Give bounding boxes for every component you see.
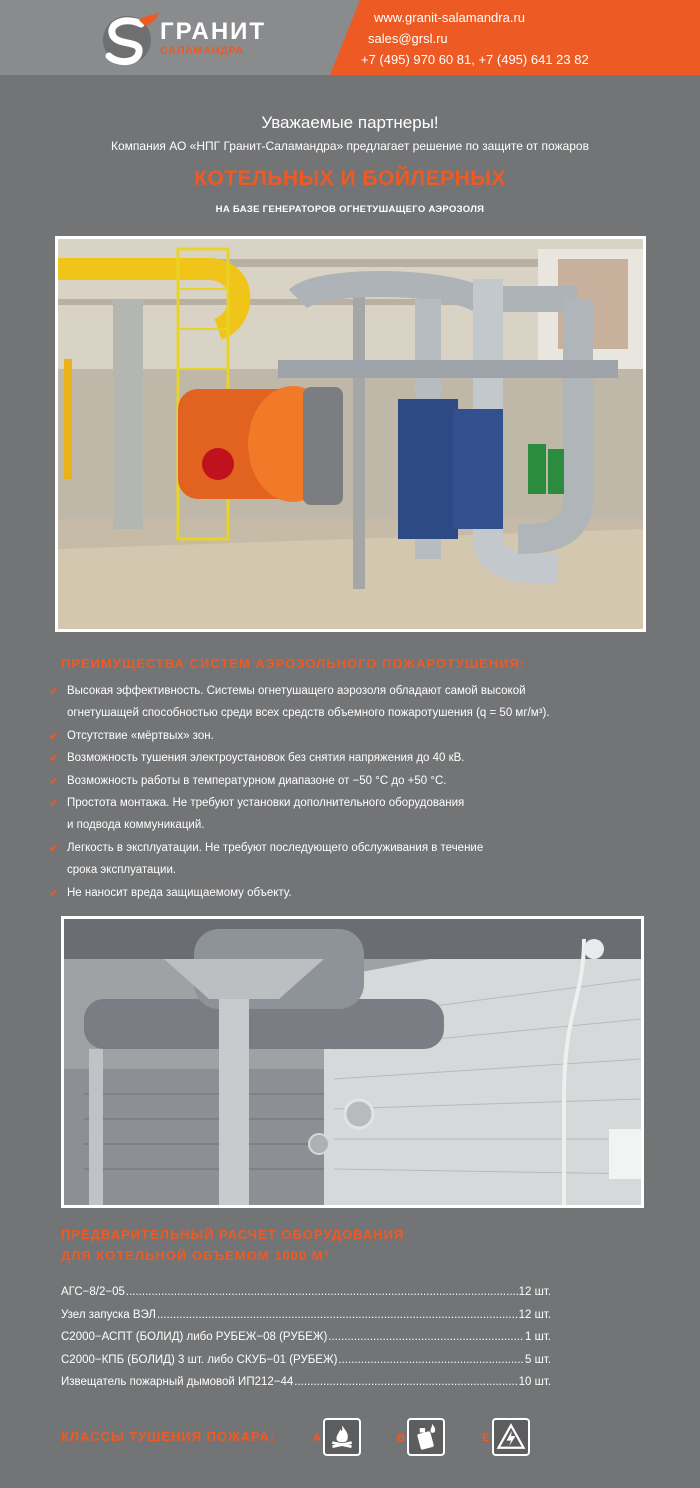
equipment-qty: 5 шт. — [524, 1353, 551, 1366]
equipment-row — [61, 1371, 551, 1394]
fire-class-letter-e: Е — [482, 1432, 490, 1444]
equipment-row — [61, 1349, 551, 1372]
advantage-line: Простота монтажа. Не требуют установки дополнительного оборудования — [67, 797, 465, 810]
check-icon: ✔ — [49, 885, 60, 900]
equipment-row — [61, 1326, 551, 1349]
advantage-line: Не наносит вреда защищаемому объекту. — [67, 886, 292, 899]
advantage-line: Легкость в эксплуатации. Не требуют последующего обслуживания в течение — [67, 841, 484, 854]
intro — [0, 113, 700, 153]
advantage-item — [49, 837, 669, 882]
advantage-line: Отсутствие «мёртвых» зон. — [67, 729, 214, 742]
electrical-fire-icon — [492, 1418, 530, 1456]
advantage-item — [49, 680, 669, 725]
check-icon: ✔ — [49, 728, 60, 743]
check-icon: ✔ — [49, 773, 60, 788]
greeting: Уважаемые партнеры! — [261, 113, 439, 132]
equipment-name: Узел запуска ВЭЛ — [61, 1308, 156, 1321]
dot-leader — [157, 1304, 518, 1327]
fire-class-letter-b: В — [397, 1432, 405, 1444]
equipment-list — [61, 1281, 551, 1394]
advantage-item — [49, 725, 669, 747]
headline: КОТЕЛЬНЫХ И БОЙЛЕРНЫХ — [194, 167, 506, 190]
equipment-qty: 12 шт. — [518, 1308, 551, 1321]
equipment-qty: 10 шт. — [518, 1376, 551, 1389]
logo-title: ГРАНИТ — [160, 18, 267, 45]
equipment-name: АГС−8/2−05 — [61, 1286, 125, 1298]
lead-text: Компания АО «НПГ Гранит-Саламандра» предлагает решение по защите от пожаров — [111, 139, 589, 153]
advantages-title: ПРЕИМУЩЕСТВА СИСТЕМ АЭРОЗОЛЬНОГО ПОЖАРОТУШЕНИЯ: — [61, 656, 526, 671]
calculation-title-line: ПРЕДВАРИТЕЛЬНЫЙ РАСЧЕТ ОБОРУДОВАНИЯ — [61, 1227, 405, 1242]
calculation-title — [61, 1224, 404, 1266]
email-link[interactable]: sales@grsl.ru — [368, 31, 448, 46]
liquid-fire-icon — [407, 1418, 445, 1456]
fire-classes — [61, 1418, 661, 1458]
advantage-item — [49, 882, 669, 904]
advantages-list — [49, 680, 669, 904]
check-icon: ✔ — [49, 684, 60, 698]
equipment-name: С2000−КПБ (БОЛИД) 3 шт. либо СКУБ−01 (РУБЕЖ) — [61, 1353, 338, 1366]
equipment-qty: 1 шт. — [524, 1331, 551, 1344]
advantage-item — [49, 747, 669, 769]
solid-fire-icon — [323, 1418, 361, 1456]
equipment-qty: 12 шт. — [518, 1286, 551, 1298]
website-link[interactable]: www.granit-salamandra.ru — [374, 10, 526, 25]
dot-leader — [338, 1349, 524, 1372]
equipment-row — [61, 1281, 551, 1304]
header-logo-panel — [0, 0, 360, 75]
equipment-row — [61, 1304, 551, 1327]
dot-leader — [126, 1281, 518, 1304]
salamander-logo-icon — [95, 10, 165, 68]
advantage-line: Возможность работы в температурном диапазоне от −50 °С до +50 °С. — [67, 774, 447, 787]
dot-leader — [294, 1371, 517, 1394]
header — [0, 0, 700, 75]
advantage-line: Возможность тушения электроустановок без снятия напряжения до 40 кВ. — [67, 752, 465, 765]
advantage-line: огнетушащей способностью среди всех средств объемного пожаротушения (q = 50 мг/м³). — [67, 707, 550, 720]
fire-classes-label: КЛАССЫ ТУШЕНИЯ ПОЖАРА: — [61, 1429, 276, 1444]
advantage-item — [49, 770, 669, 792]
fire-class-letter-a: А — [313, 1432, 321, 1444]
boiler-room-photo — [55, 236, 646, 632]
advantage-line: срока эксплуатации. — [67, 864, 177, 877]
check-icon: ✔ — [49, 751, 60, 766]
dot-leader — [328, 1326, 524, 1349]
subheadline: НА БАЗЕ ГЕНЕРАТОРОВ ОГНЕТУШАЩЕГО АЭРОЗОЛЯ — [215, 204, 485, 215]
advantage-item — [49, 792, 669, 837]
logo-subtitle: САЛАМАНДРА — [160, 45, 244, 57]
equipment-name: С2000−АСПТ (БОЛИД) либо РУБЕЖ−08 (РУБЕЖ) — [61, 1331, 328, 1344]
advantage-line: Высокая эффективность. Системы огнетушащего аэрозоля обладают самой высокой — [67, 685, 526, 697]
equipment-name: Извещатель пожарный дымовой ИП212−44 — [61, 1376, 294, 1389]
check-icon: ✔ — [49, 796, 60, 811]
phone-numbers[interactable]: +7 (495) 970 60 81, +7 (495) 641 23 82 — [361, 52, 589, 67]
calculation-title-line: ДЛЯ КОТЕЛЬНОЙ ОБЪЕМОМ 1000 М³ — [61, 1248, 329, 1263]
check-icon: ✔ — [49, 840, 60, 855]
advantage-line: и подвода коммуникаций. — [67, 819, 205, 832]
installed-equipment-photo — [61, 916, 644, 1208]
